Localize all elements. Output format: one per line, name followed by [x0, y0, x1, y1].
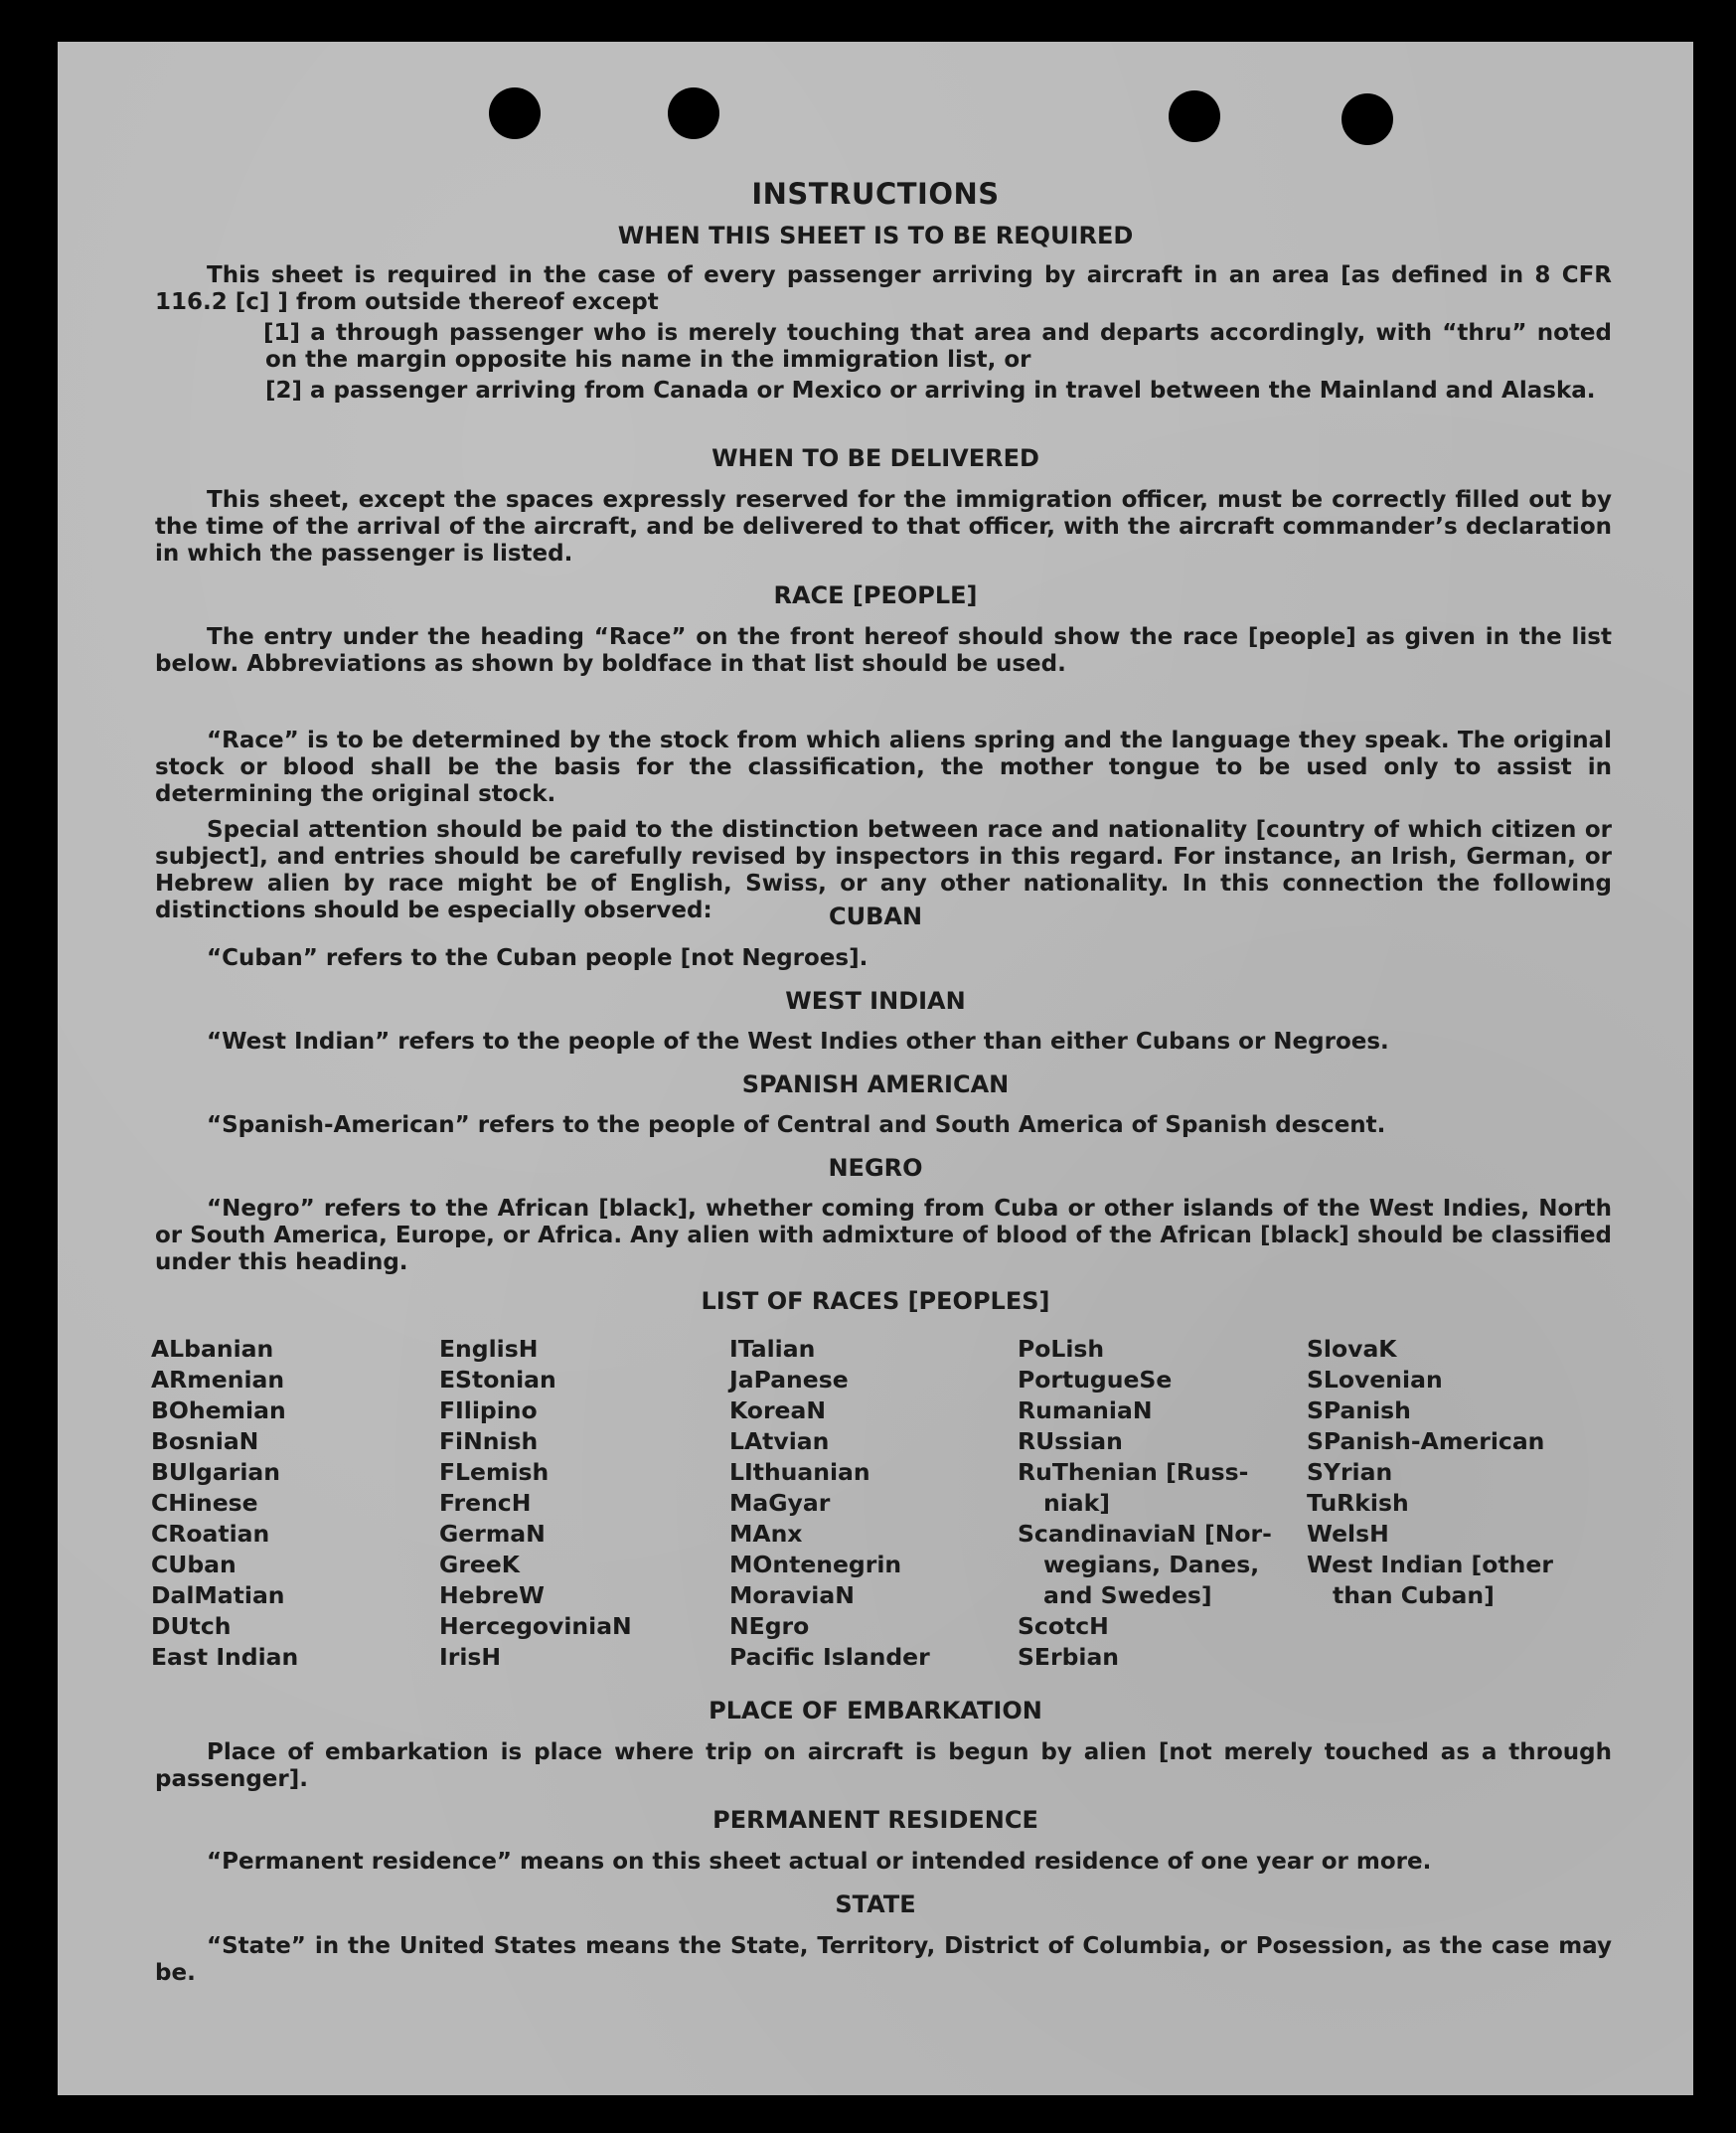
bold-word-except: except [571, 289, 659, 315]
heading-spanish-american: SPANISH AMERICAN [741, 1070, 1010, 1098]
race-list-item: NEgro [729, 1612, 810, 1640]
race-list-item: GermaN [439, 1520, 546, 1548]
race-list-item: wegians, Danes, [1043, 1551, 1260, 1578]
paragraph-west-indian: “West Indian” refers to the people of the West Indies other than either Cubans or Negroes. [207, 1029, 1389, 1055]
heading-race: RACE [PEOPLE] [773, 581, 978, 609]
race-list-item: West Indian [other [1307, 1551, 1553, 1578]
race-list-item: CHinese [151, 1489, 258, 1517]
heading-when-required: WHEN THIS SHEET IS TO BE REQUIRED [617, 222, 1134, 249]
race-list-item: HercegoviniaN [439, 1612, 632, 1640]
paragraph-negro: “Negro” refers to the African [black], whether coming from Cuba or other islands of the West Indies, North or South America, Europe, or Africa. Any alien with admixture of blood of the African [black] should be classified under this heading. [155, 1196, 1612, 1275]
punch-hole [489, 87, 541, 139]
paragraph-race-2: “Race” is to be determined by the stock from which aliens spring and the language they speak. The original stock or blood shall be the basis for the classification, the mother tongue to be used only to assist in determining the original stock. [155, 728, 1612, 807]
race-list-item: GreeK [439, 1551, 520, 1578]
paragraph-cuban: “Cuban” refers to the Cuban people [not Negroes]. [207, 945, 868, 971]
paragraph-embarkation: Place of embarkation is place where trip on aircraft is begun by alien [not merely touched as a through passenger]. [155, 1739, 1612, 1792]
race-list-item: FIlipino [439, 1396, 538, 1424]
race-list-item: EStonian [439, 1366, 556, 1394]
race-list-item: ScotcH [1018, 1612, 1109, 1640]
heading-west-indian: WEST INDIAN [785, 987, 966, 1015]
race-list-item: TuRkish [1307, 1489, 1409, 1517]
paragraph-spanish-american: “Spanish-American” refers to the people of Central and South America of Spanish descent. [207, 1112, 1386, 1138]
races-column-5 [1307, 1334, 1553, 1611]
paragraph-when-delivered: This sheet, except the spaces expressly reserved for the immigration officer, must be correctly filled out by the time of the arrival of the aircraft, and be delivered to that officer, with the aircraft commander’s declaration in which the passenger is listed. [155, 487, 1612, 567]
heading-place-of-embarkation: PLACE OF EMBARKATION [709, 1697, 1042, 1724]
race-list-item: ScandinaviaN [Nor- [1018, 1520, 1272, 1548]
race-list-item: FLemish [439, 1458, 550, 1486]
race-list-item: ITalian [729, 1335, 816, 1363]
race-list-item: PoLish [1018, 1335, 1105, 1363]
race-list-item: PortugueSe [1018, 1366, 1173, 1394]
race-list-item: SlovaK [1307, 1335, 1397, 1363]
race-list-item: RUssian [1018, 1427, 1123, 1455]
heading-negro: NEGRO [828, 1154, 923, 1182]
race-list-item: MAnx [729, 1520, 803, 1548]
punch-hole [1341, 93, 1393, 145]
race-list-item: MoraviaN [729, 1581, 855, 1609]
document-sheet [58, 42, 1693, 2095]
race-list-item: CUban [151, 1551, 237, 1578]
race-list-item: FrencH [439, 1489, 532, 1517]
races-column-3 [729, 1334, 930, 1673]
race-list-item: DUtch [151, 1612, 232, 1640]
race-list-item: SPanish [1307, 1396, 1411, 1424]
paragraph-state: “State” in the United States means the State, Territory, District of Columbia, or Posession, as the case may be. [155, 1933, 1612, 1986]
race-list-item: SLovenian [1307, 1366, 1443, 1394]
race-list-item: MaGyar [729, 1489, 831, 1517]
races-column-2 [439, 1334, 632, 1673]
race-list-item: MOntenegrin [729, 1551, 902, 1578]
race-list-item: Pacific Islander [729, 1643, 930, 1671]
heading-state: STATE [835, 1890, 916, 1918]
exception-item-2: [2] a passenger arriving from Canada or Mexico or arriving in travel between the Mainland and Alaska. [265, 378, 1596, 404]
race-list-item: EnglisH [439, 1335, 539, 1363]
paragraph-race-1: The entry under the heading “Race” on the front hereof should show the race [people] as given in the list below. Abbreviations as shown by boldface in that list should be used. [155, 624, 1612, 677]
race-list-item: SErbian [1018, 1643, 1120, 1671]
races-column-1 [151, 1334, 298, 1673]
page-title: INSTRUCTIONS [751, 177, 1000, 211]
heading-when-delivered: WHEN TO BE DELIVERED [711, 444, 1039, 472]
bold-word-boldface: boldface [601, 651, 712, 677]
race-list-item: JaPanese [729, 1366, 849, 1394]
race-list-item: niak] [1043, 1489, 1111, 1517]
race-list-item: East Indian [151, 1643, 299, 1671]
paragraph-permanent-residence: “Permanent residence” means on this sheet actual or intended residence of one year or more. [207, 1849, 1432, 1875]
paragraph-when-required: This sheet is required in the case of every passenger arriving by aircraft in an area [as defined in 8 CFR 116.2 [c] ] from outside thereof except [155, 262, 1612, 315]
race-list-item: KoreaN [729, 1396, 826, 1424]
races-column-4 [1018, 1334, 1272, 1673]
race-list-item: LAtvian [729, 1427, 830, 1455]
race-list-item: DalMatian [151, 1581, 285, 1609]
heading-permanent-residence: PERMANENT RESIDENCE [712, 1806, 1038, 1834]
race-list-item: CRoatian [151, 1520, 270, 1548]
punch-hole [668, 87, 719, 139]
heading-cuban: CUBAN [828, 902, 923, 930]
race-list-item: HebreW [439, 1581, 545, 1609]
race-list-item: RumaniaN [1018, 1396, 1153, 1424]
race-list-item: SYrian [1307, 1458, 1393, 1486]
race-list-item: LIthuanian [729, 1458, 870, 1486]
race-list-item: RuThenian [Russ- [1018, 1458, 1249, 1486]
race-list-item: ALbanian [151, 1335, 274, 1363]
race-list-item: IrisH [439, 1643, 502, 1671]
race-list-item: WelsH [1307, 1520, 1389, 1548]
race-list-item: BosniaN [151, 1427, 259, 1455]
race-list-item: BUlgarian [151, 1458, 280, 1486]
punch-hole [1169, 90, 1220, 142]
paragraph-race-3: Special attention should be paid to the distinction between race and nationality [country of which citizen or subject], and entries should be carefully revised by inspectors in this regard. For instance, an Irish, German, or Hebrew alien by race might be of English, Swiss, or any other nationality. In this connection the following distinctions should be especially observed: [155, 817, 1612, 923]
race-list-item: BOhemian [151, 1396, 286, 1424]
race-list-item: ARmenian [151, 1366, 285, 1394]
heading-list-of-races: LIST OF RACES [PEOPLES] [701, 1287, 1050, 1315]
race-list-item: than Cuban] [1333, 1581, 1495, 1609]
exception-item-1: [1] a through passenger who is merely touching that area and departs accordingly, with “thru” noted on the margin opposite his name in the immigration list, or [263, 320, 1612, 373]
race-list-item: FiNnish [439, 1427, 539, 1455]
race-list-item: SPanish-American [1307, 1427, 1545, 1455]
race-list-item: and Swedes] [1043, 1581, 1212, 1609]
